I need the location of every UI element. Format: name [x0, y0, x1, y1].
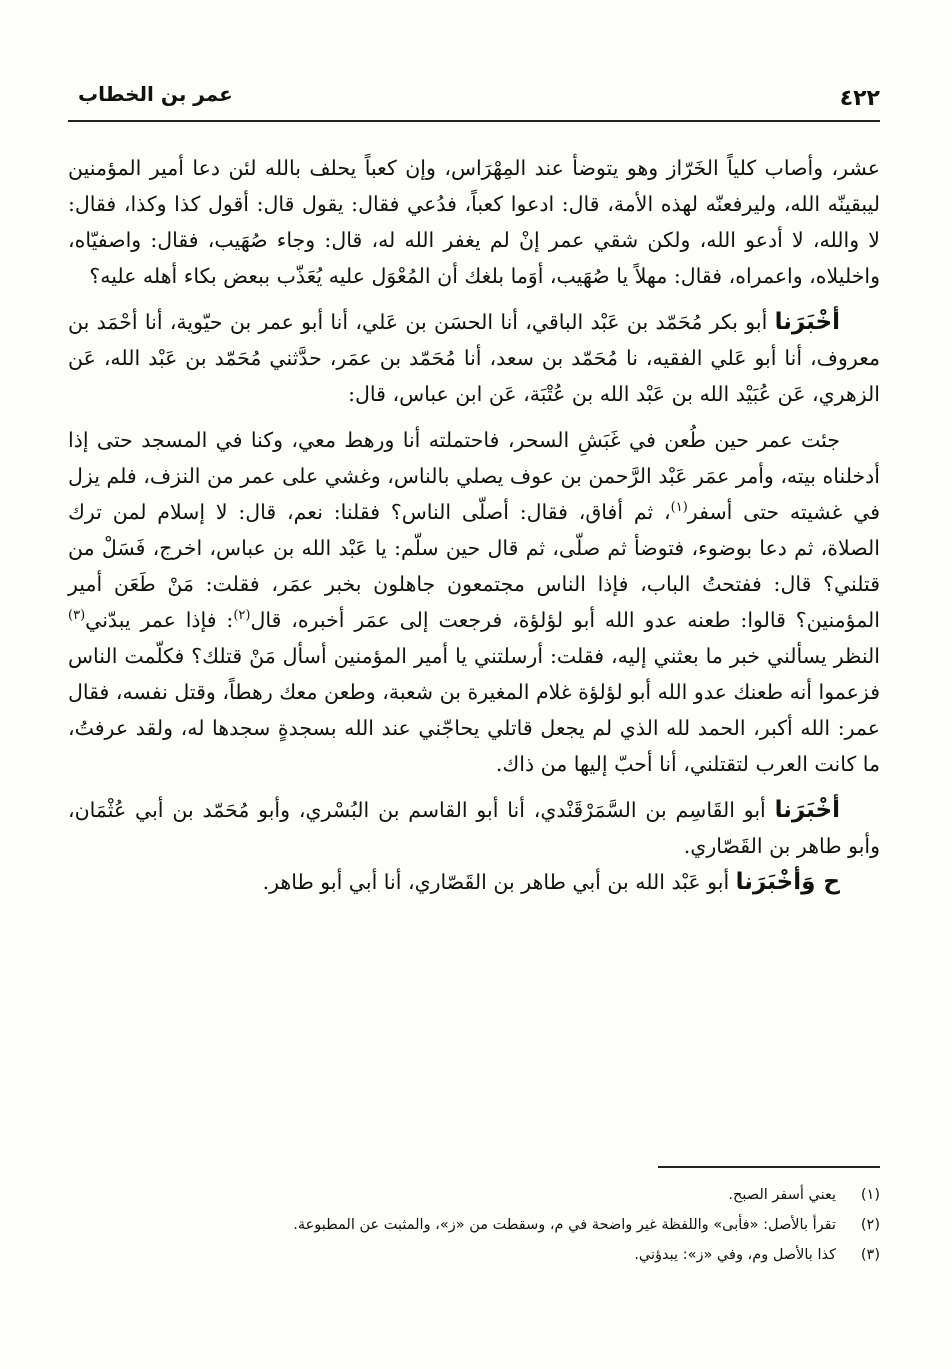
- paragraph-3-text-b: ، ثم أفاق، فقال: أصلّى الناس؟ فقلنا: نعم، قال: لا إسلام لمن ترك الصلاة، ثم دعا بوضوء، فتوضأ ثم صلّى، ثم قال حين سلّم: يا عَبْد الله بن عباس، اخرج، فَسَلْ من قتلني؟ قال: ففتحتُ الباب، فإذا الناس مجتمعون جاهلون بخبر عمَر، فقلت: مَنْ طَعَن أمير المؤمنين؟ قالوا: طعنه عدو الله أبو لؤلؤة، فرجعت إلى عمَر أخبره، قال: [68, 500, 880, 632]
- footnote-number: (٣): [860, 1247, 880, 1263]
- paragraph-1: عشر، وأصاب كلياً الخَرّاز وهو يتوضأ عند المِهْرَاس، وإن كعباً يحلف بالله لئن دعا أمير المؤمنين ليبقينّه الله، وليرفعنّه لهذه الأمة، قال: ادعوا كعباً، فدُعي فقال: يقول قال: أقول كذا وكذا، فقال: لا والله، لا أدعو الله، ولكن شقي عمر إنْ لم يغفر الله له، قال: وجاء صُهَيب، فقال: واصفيّاه، واخليلاه، واعمراه، فقال: مهلاً يا صُهَيب، أوَما بلغك أن المُعْوَل عليه يُعَذّب ببعض بكاء أهله عليه؟: [68, 156, 880, 288]
- footnote-number: (١): [860, 1187, 880, 1203]
- footnote-number: (٢): [860, 1217, 880, 1233]
- main-text: [68, 150, 880, 900]
- footnote-ref-2: (٢): [233, 608, 251, 624]
- footnote-divider: [658, 1166, 880, 1168]
- footnote-text: كذا بالأصل وم، وفي «ز»: يبدؤني.: [634, 1247, 836, 1263]
- paragraph-2-text: أبو بكر مُحَمّد بن عَبْد الباقي، أنا الحسَن بن عَلي، أنا أبو عمر بن حيّوية، أنا أحْمَد بن معروف، أنا أبو عَلي الفقيه، نا مُحَمّد بن سعد، أنا مُحَمّد بن عمَر، حدَّثني مُحَمّد بن عَبْد الله، عَن الزهري، عَن عُبَيْد الله بن عَبْد الله بن عُتْبَة، عَن ابن عباس، قال:: [68, 310, 880, 406]
- footnote-ref-3: (٣): [68, 608, 86, 624]
- paragraph-5: [68, 864, 880, 900]
- ha-wa-prefix: ح وَ: [801, 869, 840, 895]
- header-divider: [68, 120, 880, 122]
- footnote-ref-1: (١): [670, 500, 688, 516]
- footnote-1: [68, 1180, 880, 1210]
- paragraph-2: [68, 304, 880, 412]
- footnote-text: يعني أسفر الصبح.: [728, 1187, 836, 1203]
- akhbarana-keyword: أخْبَرَنا: [774, 797, 840, 823]
- footnote-2: [68, 1210, 880, 1240]
- running-title: عمر بن الخطاب: [78, 82, 233, 106]
- paragraph-3-text-d: النظر يسألني خبر ما بعثني إليه، فقلت: أرسلتني يا أمير المؤمنين أسأل مَنْ قتلك؟ فكلّمت الناس فزعموا أنه طعنك عدو الله أبو لؤلؤة غلام المغيرة بن شعبة، وطعن معك رهطاً، وقتل نفسه، فقال عمر: الله أكبر، الحمد لله الذي لم يجعل قاتلي يحاجّني عند الله بسجدةٍ سجدها له، ولقد عرفتُ، ما كانت العرب لتقتلني، أنا أحبّ إليها من ذاك.: [68, 644, 880, 776]
- footnote-3: [68, 1240, 880, 1270]
- akhbarana-keyword: أخْبَرَنا: [735, 869, 802, 895]
- footnotes: [68, 1180, 880, 1270]
- paragraph-4: [68, 792, 880, 864]
- page-number: ٤٢٢: [839, 86, 880, 111]
- paragraph-3: [68, 422, 880, 782]
- page-header: [68, 62, 880, 120]
- footnote-text: تقرأ بالأصل: «فأبى» واللفظة غير واضحة في م، وسقطت من «ز»، والمثبت عن المطبوعة.: [293, 1217, 836, 1233]
- paragraph-4-text: أبو القَاسِم بن السَّمَرْقَنْدي، أنا أبو القاسم بن البُسْري، وأبو مُحَمّد بن أبي عُثْمَان، وأبو طاهر بن القَصّاري.: [68, 798, 880, 858]
- paragraph-3-text-c: : فإذا عمر يبدّني: [85, 608, 234, 632]
- akhbarana-keyword: أخْبَرَنا: [774, 309, 840, 335]
- paragraph-3-text-a: جئت عمر حين طُعن في غَبَشِ السحر، فاحتملته أنا ورهط معي، وكنا في المسجد حتى إذا أدخلناه بيته، وأمر عمَر عَبْد الرَّحمن بن عوف يصلي بالناس، وغشي على عمر من النزف، فلم يزل في غشيته حتى أسفر: [68, 428, 880, 524]
- paragraph-5-text: أبو عَبْد الله بن أبي طاهر بن القَصّاري، أنا أبي أبو طاهر.: [262, 870, 736, 894]
